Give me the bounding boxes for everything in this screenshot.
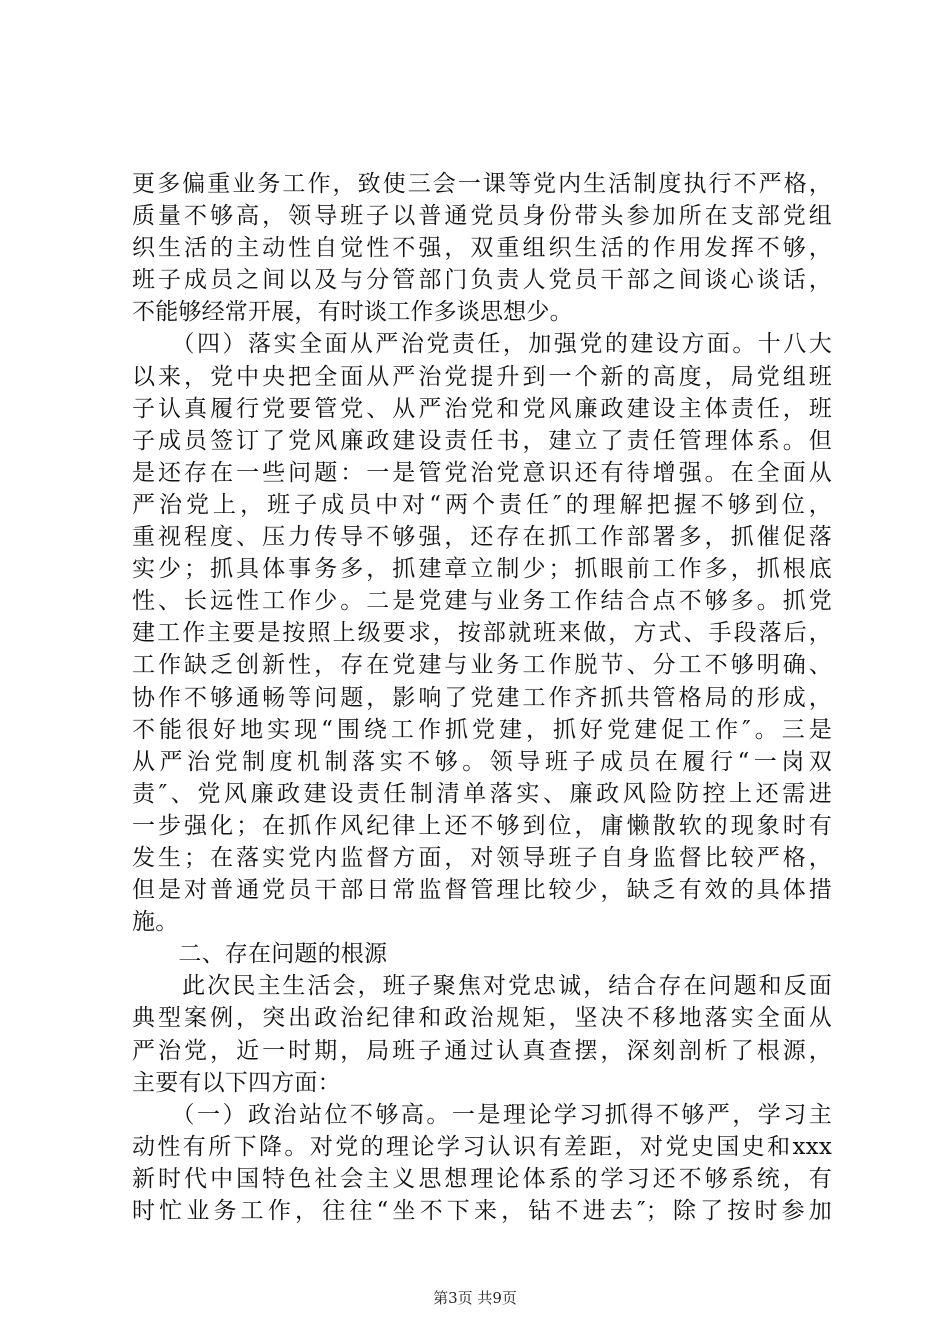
text-line: 此次民主生活会，班子聚焦对党忠诚，结合存在问题和反面 (132, 973, 832, 1000)
text-line: 从严治党制度机制落实不够。领导班子成员在履行“一岗双 (132, 748, 832, 775)
text-line: 织生活的主动性自觉性不强，双重组织生活的作用发挥不够， (132, 235, 832, 262)
text-line: 质量不够高，领导班子以普通党员身份带头参加所在支部党组 (132, 203, 832, 230)
text-line: 是还存在一些问题：一是管党治党意识还有待增强。在全面从 (132, 459, 832, 486)
text-line: 不能够经常开展，有时谈工作多谈思想少。 (132, 299, 573, 326)
text-line: 施。 (132, 909, 179, 936)
text-line: 实少；抓具体事务多，抓建章立制少；抓眼前工作多，抓根底 (132, 556, 832, 583)
text-line: 典型案例，突出政治纪律和政治规矩，坚决不移地落实全面从 (132, 1005, 832, 1032)
text-line: 严治党上，班子成员中对“两个责任″的理解把握不够到位， (132, 491, 832, 518)
text-line: （四）落实全面从严治党责任，加强党的建设方面。十八大 (132, 331, 832, 358)
text-line: 发生；在落实党内监督方面，对领导班子自身监督比较严格， (132, 844, 832, 871)
page-footer: 第3页 共9页 (433, 1289, 517, 1307)
text-line: 主要有以下四方面： (132, 1069, 341, 1096)
text-line: 以来，党中央把全面从严治党提升到一个新的高度，局党组班 (132, 363, 832, 390)
text-line: 建工作主要是按照上级要求，按部就班来做，方式、手段落后， (132, 620, 832, 647)
text-line: 班子成员之间以及与分管部门负责人党员干部之间谈心谈话， (132, 267, 832, 294)
text-line: 时忙业务工作，往往“坐不下来，钻不进去″；除了按时参加 (132, 1198, 832, 1224)
text-line: 动性有所下降。对党的理论学习认识有差距，对党史国史和xxx (132, 1133, 832, 1160)
body-text (132, 168, 832, 1227)
text-line: 子认真履行党要管党、从严治党和党风廉政建设主体责任，班 (132, 395, 832, 422)
text-line: 责″、党风廉政建设责任制清单落实、廉政风险防控上还需进 (132, 780, 832, 807)
text-line: （一）政治站位不够高。一是理论学习抓得不够严，学习主 (132, 1101, 832, 1128)
text-line: 一步强化；在抓作风纪律上还不够到位，庸懒散软的现象时有 (132, 812, 832, 839)
text-line: 但是对普通党员干部日常监督管理比较少，缺乏有效的具体措 (132, 877, 832, 904)
text-line: 新时代中国特色社会主义思想理论体系的学习还不够系统，有 (132, 1165, 832, 1192)
text-line: 协作不够通畅等问题，影响了党建工作齐抓共管格局的形成， (132, 684, 832, 711)
text-line: 重视程度、压力传导不够强，还存在抓工作部署多，抓催促落 (132, 524, 832, 551)
text-line: 更多偏重业务工作，致使三会一课等党内生活制度执行不严格， (132, 171, 832, 197)
text-line: 工作缺乏创新性，存在党建与业务工作脱节、分工不够明确、 (132, 652, 832, 679)
text-line: 严治党，近一时期，局班子通过认真查摆，深刻剖析了根源， (132, 1037, 832, 1064)
text-line: 不能很好地实现“围绕工作抓党建，抓好党建促工作″。三是 (132, 716, 832, 743)
text-line: 二、存在问题的根源 (132, 941, 388, 968)
text-line: 子成员签订了党风廉政建设责任书，建立了责任管理体系。但 (132, 427, 832, 454)
text-line: 性、长远性工作少。二是党建与业务工作结合点不够多。抓党 (132, 588, 832, 615)
